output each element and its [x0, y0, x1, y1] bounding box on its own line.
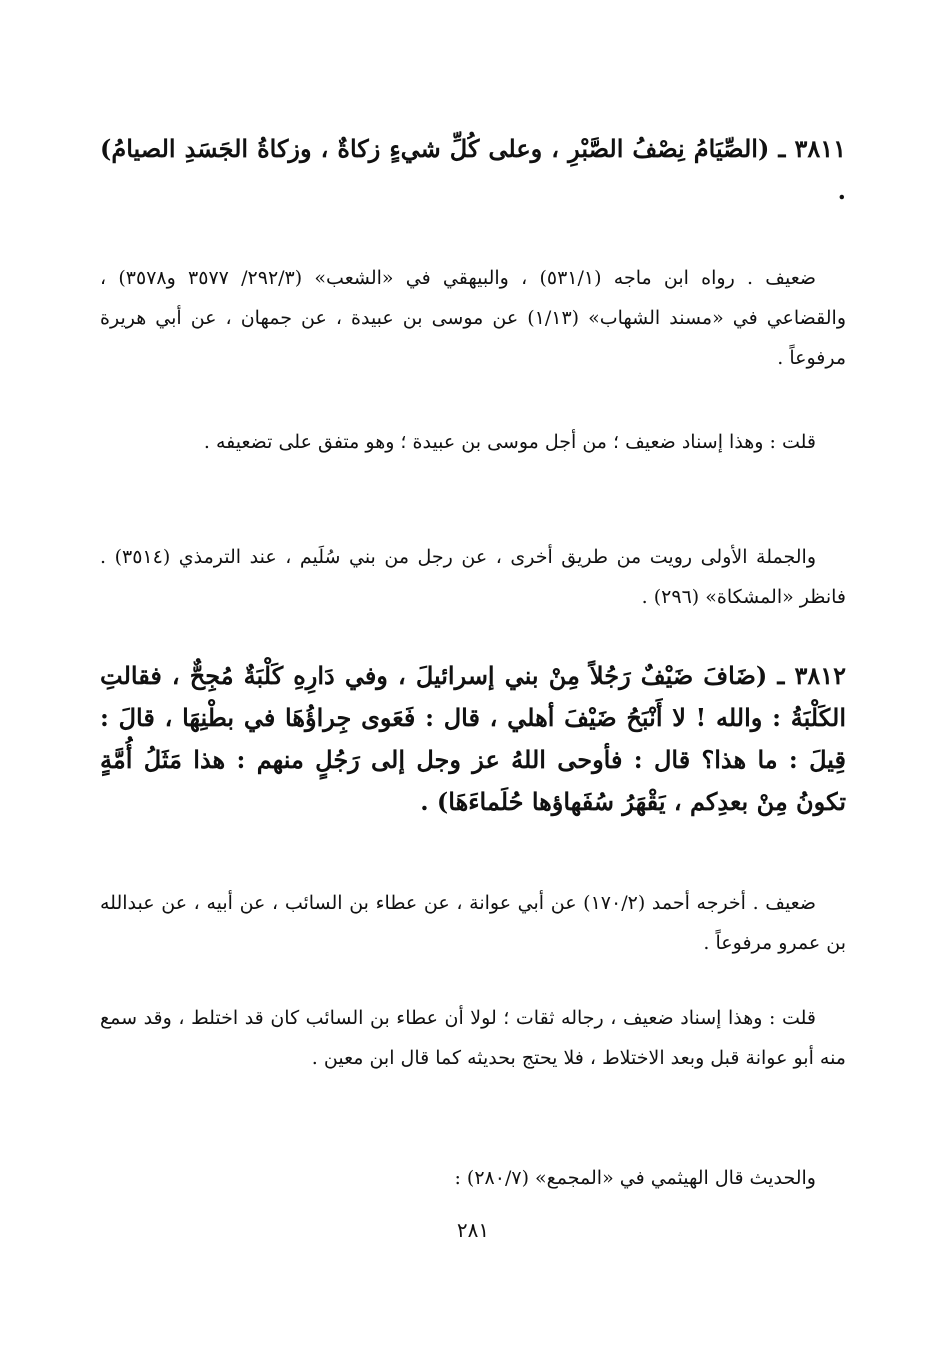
- page-body: [100, 0, 846, 1360]
- page-number: ٢٨١: [456, 1218, 490, 1242]
- hadith-3811: ٣٨١١ ـ (الصِّيَامُ نِصْفُ الصَّبْرِ ، وعلى كُلِّ شيءٍ زكاةٌ ، وزكاةُ الجَسَدِ الصيامُ) .: [100, 134, 846, 205]
- takhrij-3812: ضعيف . أخرجه أحمد (١٧٠/٢) عن أبي عوانة ، عن عطاء بن السائب ، عن أبيه ، عن عبدالله بن عمرو مرفوعاً .: [100, 892, 846, 954]
- note-3811: والجملة الأولى رويت من طريق أخرى ، عن رجل من بني سُلَيم ، عند الترمذي (٣٥١٤) . فانظر «المشكاة» (٢٩٦) .: [100, 546, 846, 608]
- comment-3812: قلت : وهذا إسناد ضعيف ، رجاله ثقات ؛ لولا أن عطاء بن السائب كان قد اختلط ، وقد سمع منه أبو عوانة قبل وبعد الاختلاط ، فلا يحتج بحديثه كما قال ابن معين .: [100, 1007, 846, 1069]
- comment-3811: قلت : وهذا إسناد ضعيف ؛ من أجل موسى بن عبيدة ؛ وهو متفق على تضعيفه .: [203, 431, 816, 453]
- hadith-3812: ٣٨١٢ ـ (ضَافَ ضَيْفٌ رَجُلاً مِنْ بني إسرائيلَ ، وفي دَارِهِ كَلْبَةٌ مُجِحٌّ ، فقالتِ الكَلْبَةُ : والله ! لا أَنْبَحُ ضَيْفَ أهلي ، قال : فَعَوى جِراؤُهَا في بطْنِهَا ، قالَ : قِيلَ : ما هذا؟ قال : فأوحى اللهُ عز وجل إلى رَجُلٍ منهم : هذا مَثَلُ أُمَّةٍ تكونُ مِنْ بعدِكم ، يَقْهَرُ سُفَهاؤها حُلَماءَهَا) .: [100, 661, 846, 816]
- takhrij-3811: ضعيف . رواه ابن ماجه (٥٣١/١) ، والبيهقي في «الشعب» (٢٩٢/٣/ ٣٥٧٧ و٣٥٧٨) ، والقضاعي في «مسند الشهاب» (١/١٣) عن موسى بن عبيدة ، عن جمهان ، عن أبي هريرة مرفوعاً .: [100, 267, 846, 369]
- note-3812: والحديث قال الهيثمي في «المجمع» (٢٨٠/٧) :: [454, 1167, 816, 1189]
